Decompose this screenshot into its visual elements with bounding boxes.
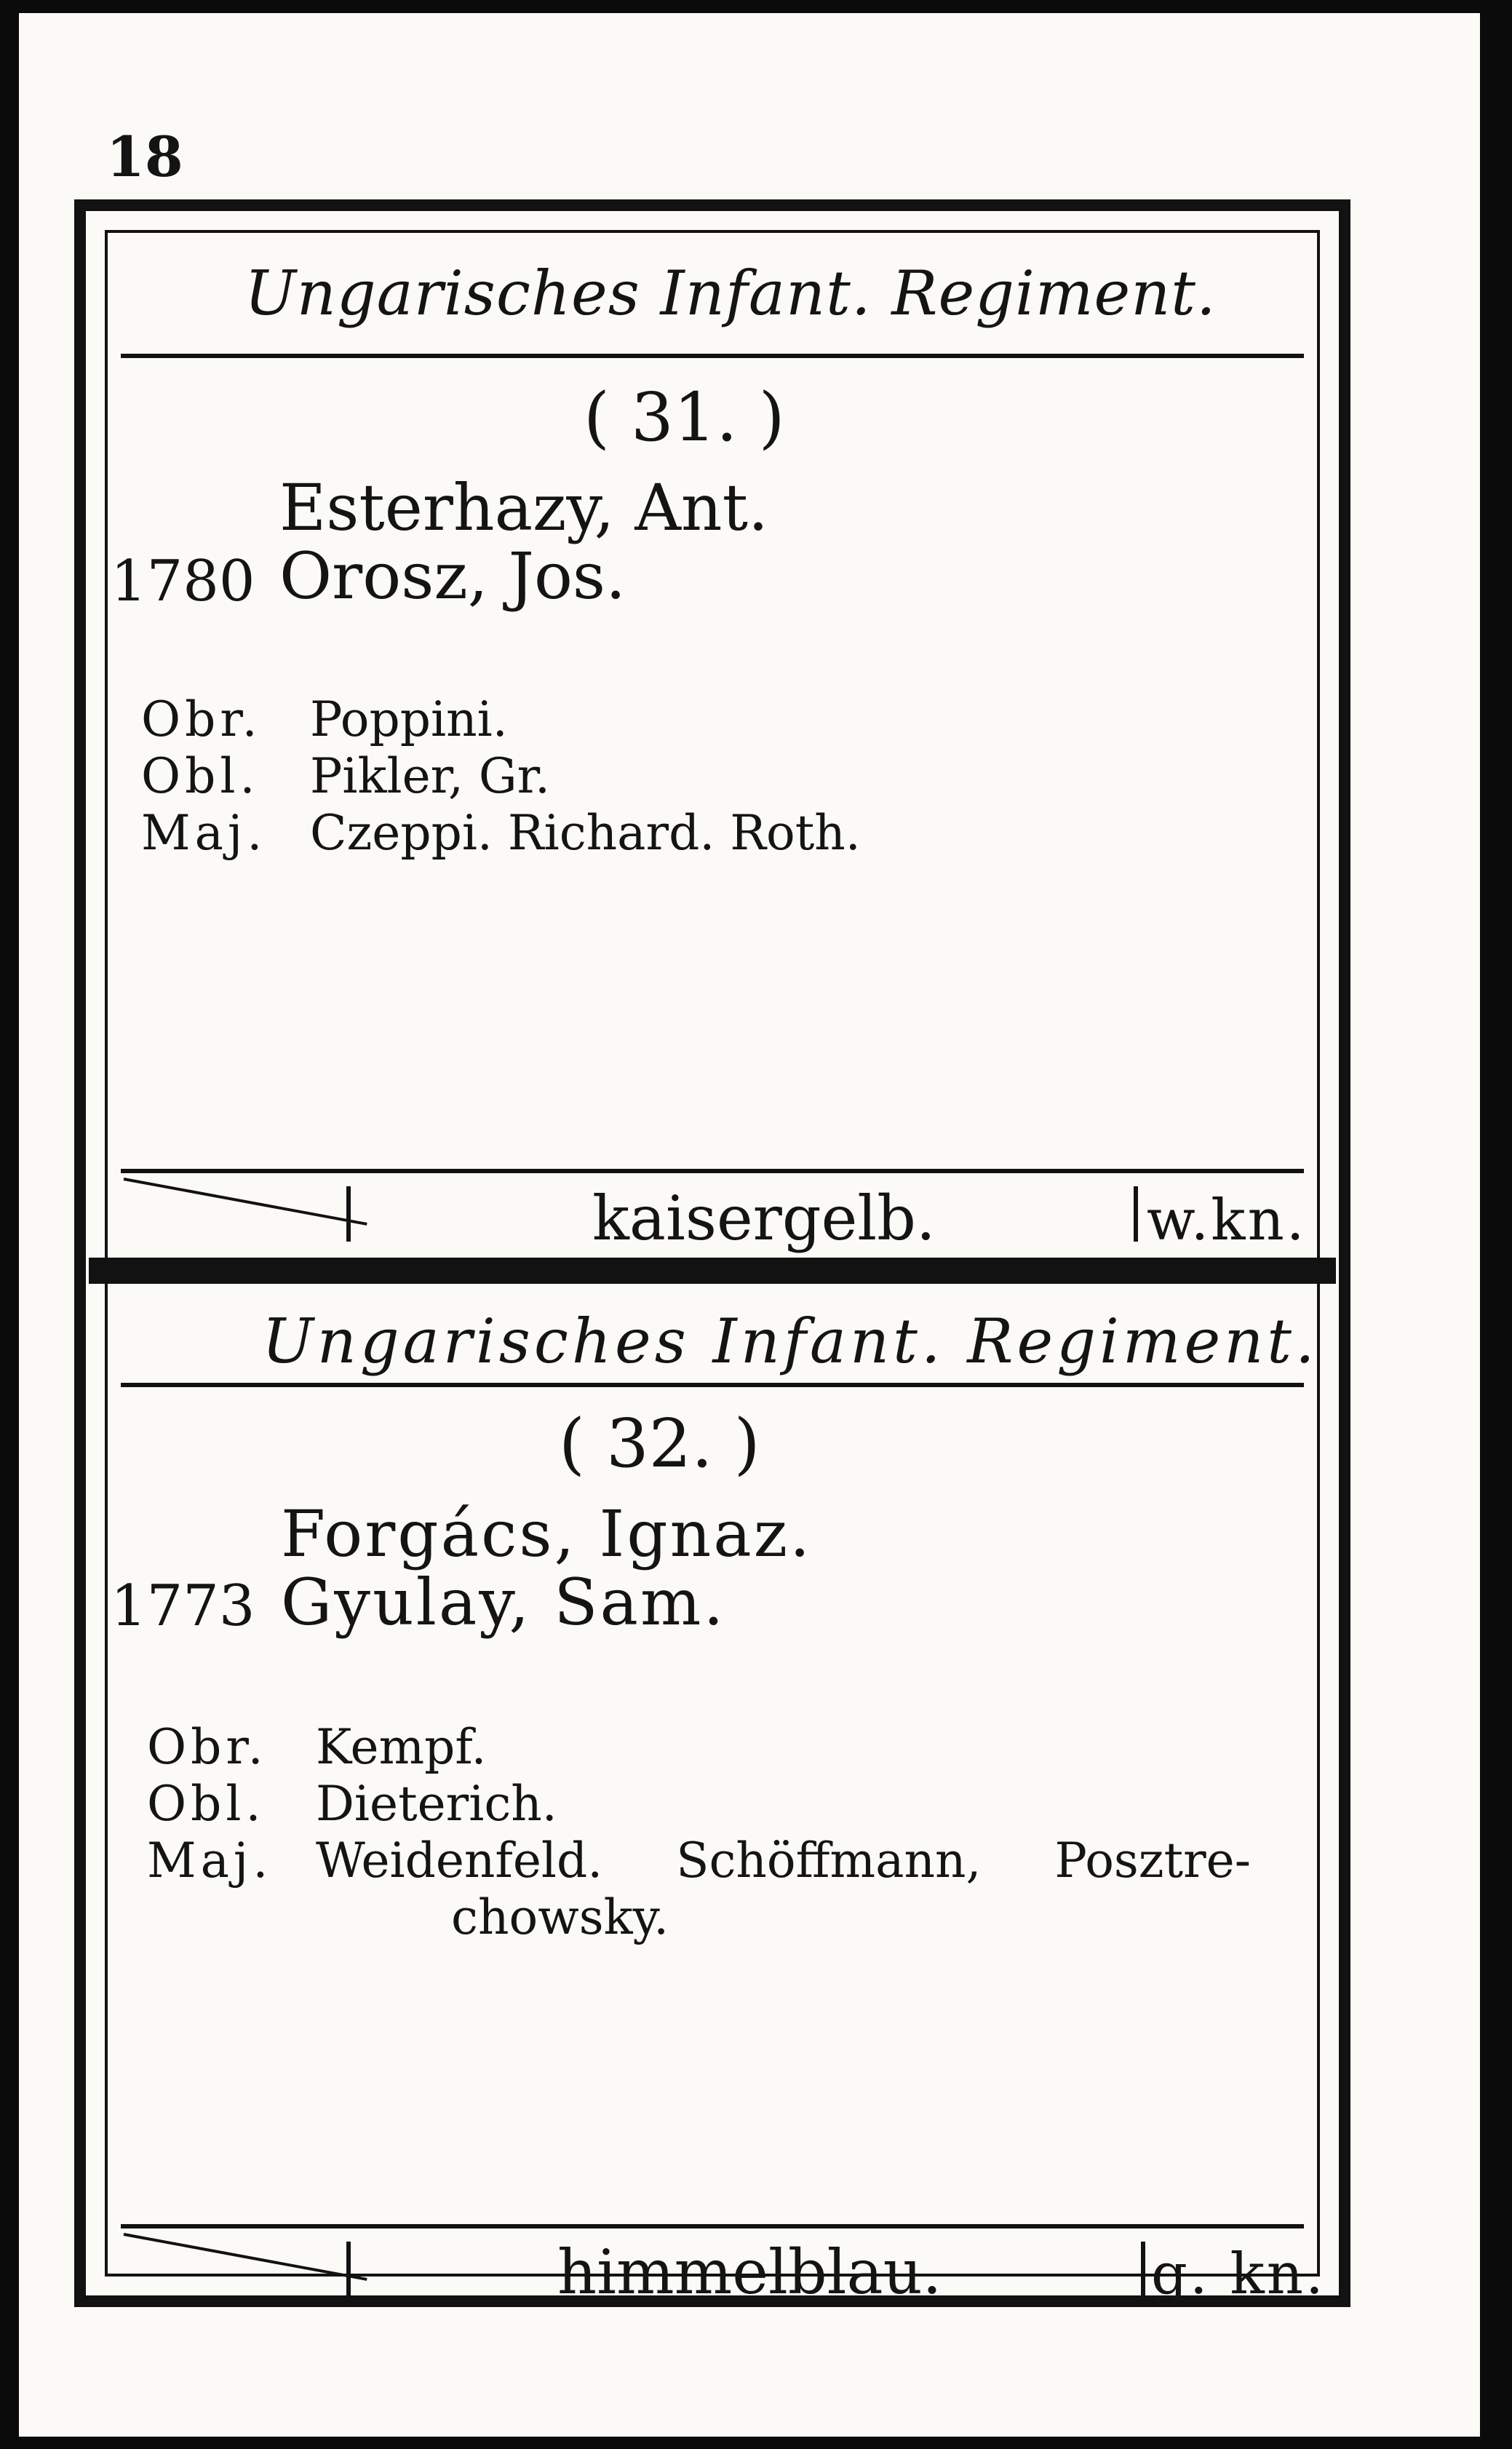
footer-rule — [121, 2224, 1304, 2228]
section-divider — [89, 1258, 1336, 1284]
regiment-heading: Ungarisches Infant. Regiment. — [262, 1306, 1318, 1377]
inhaber-name: Esterhazy, Ant. — [279, 470, 768, 545]
second-inhaber-name: Gyulay, Sam. — [281, 1565, 726, 1640]
officer-rank: Obr. — [141, 691, 262, 747]
officer-names: Dieterich. — [316, 1776, 557, 1832]
officer-list — [147, 1719, 1251, 1946]
officer-rank: Obr. — [147, 1719, 268, 1775]
page-number: 18 — [106, 124, 183, 189]
second-inhaber-name: Orosz, Jos. — [279, 539, 626, 614]
officer-continuation: chowsky. — [451, 1889, 669, 1945]
diagonal-stroke — [124, 2233, 367, 2281]
officer-row — [141, 748, 861, 805]
officer-rank: Maj. — [141, 805, 267, 861]
officer-names: Weidenfeld. Schöffmann, Posztre- — [316, 1833, 1251, 1889]
officer-row — [141, 691, 861, 748]
table-frame — [74, 199, 1350, 2307]
officer-rank: Obl. — [147, 1776, 266, 1832]
officer-row — [141, 805, 861, 862]
footer-rule — [121, 1169, 1304, 1173]
officer-rank: Obl. — [141, 748, 260, 804]
officer-list — [141, 691, 861, 862]
column-bar — [346, 2242, 351, 2297]
inhaber-year: 1773 — [111, 1573, 255, 1639]
officer-row — [147, 1776, 1251, 1833]
table-inner-border — [105, 230, 1326, 2308]
regiment-number: ( 32. ) — [559, 1405, 760, 1483]
regiment-heading: Ungarisches Infant. Regiment. — [244, 258, 1217, 329]
officer-row — [147, 1833, 1251, 1889]
button-code: w.kn. — [1147, 1188, 1307, 1253]
inhaber-name: Forgács, Ignaz. — [281, 1496, 813, 1571]
heading-rule — [121, 354, 1304, 358]
regiment-entry-32 — [108, 1287, 1326, 2319]
officer-names: Kempf. — [316, 1719, 487, 1775]
column-bar — [1141, 2242, 1145, 2297]
officer-names: Poppini. — [310, 691, 508, 747]
diagonal-stroke — [124, 1178, 367, 1226]
facing-colour: himmelblau. — [557, 2236, 942, 2308]
officer-rank: Maj. — [147, 1833, 273, 1889]
column-bar — [1134, 1186, 1138, 1242]
officer-row — [147, 1719, 1251, 1776]
inhaber-year: 1780 — [111, 549, 255, 614]
officer-names: Czeppi. Richard. Roth. — [310, 805, 861, 861]
button-code: g. kn. — [1151, 2242, 1326, 2307]
regiment-number: ( 31. ) — [584, 378, 785, 456]
officer-names: Pikler, Gr. — [310, 748, 550, 804]
heading-rule — [121, 1383, 1304, 1387]
column-bar — [346, 1186, 351, 1242]
facing-colour: kaisergelb. — [592, 1183, 936, 1254]
page-scan — [19, 13, 1480, 2437]
regiment-entry-31 — [108, 233, 1317, 1258]
